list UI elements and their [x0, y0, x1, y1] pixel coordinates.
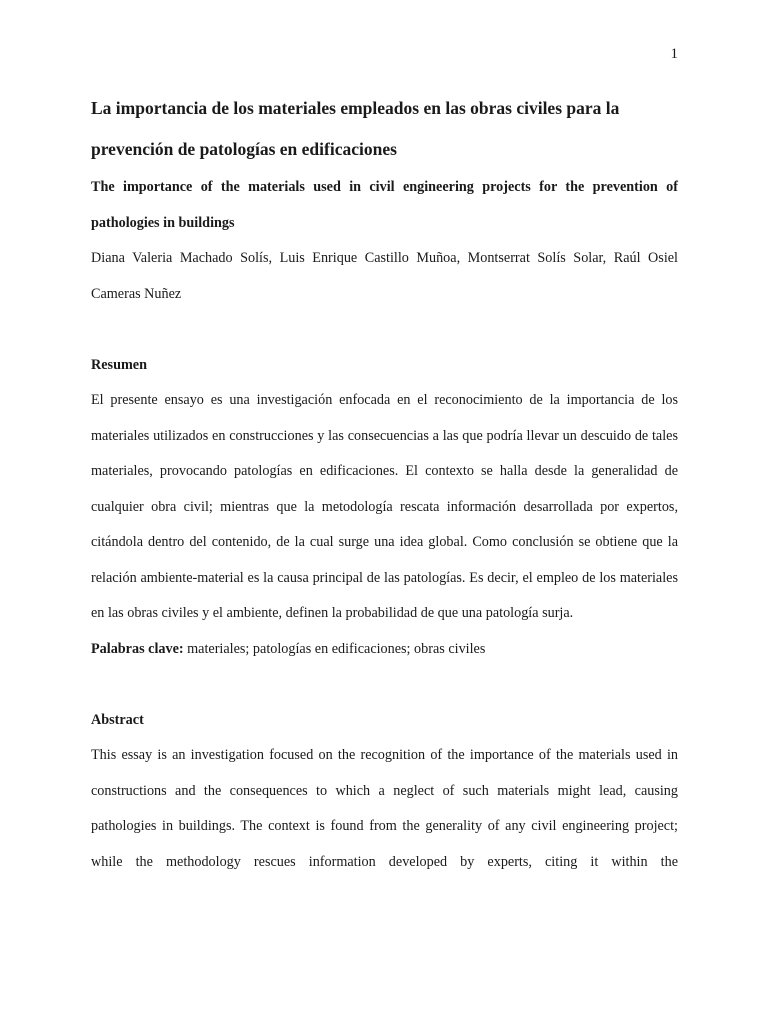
keywords-value: materiales; patologías en edificaciones; obras civiles: [183, 640, 486, 657]
keywords-line: [91, 632, 678, 668]
spanish-title: La importancia de los materiales empleados en las obras civiles para la prevención de patologías en edificaciones: [91, 98, 620, 159]
abstract-heading: Abstract: [91, 711, 144, 728]
resumen-text: El presente ensayo es una investigación enfocada en el reconocimiento de la importancia de los materiales utilizados en construcciones y las consecuencias a las que podría llevar un descuido de tales materiales, provocando patologías en edificaciones. El contexto se halla desde la generalidad de cualquier obra civil; mientras que la metodología rescata información desarrollada por expertos, citándola dentro del contenido, de la cual surge una idea global. Como conclusión se obtiene que la relación ambiente-material es la causa principal de las patologías. Es decir, el empleo de los materiales en las obras civiles y el ambiente, definen la probabilidad de que una patología surja.: [91, 392, 678, 621]
page-content: [91, 88, 678, 880]
spacer: [91, 667, 678, 703]
english-title: The importance of the materials used in civil engineering projects for the prevention of pathologies in buildings: [91, 179, 678, 231]
abstract-text: This essay is an investigation focused on the recognition of the importance of the materials used in constructions and the consequences to which a neglect of such materials might lead, causing pathologies in buildings. The context is found from the generality of any civil engineering project; while the methodology rescues information developed by experts, citing it within the: [91, 747, 678, 870]
spacer: [91, 312, 678, 348]
keywords-label: Palabras clave:: [91, 640, 184, 657]
resumen-heading: Resumen: [91, 356, 147, 373]
author-list: Diana Valeria Machado Solís, Luis Enrique Castillo Muñoa, Montserrat Solís Solar, Raúl Osiel Cameras Nuñez: [91, 250, 678, 302]
page-number: 1: [670, 46, 678, 62]
